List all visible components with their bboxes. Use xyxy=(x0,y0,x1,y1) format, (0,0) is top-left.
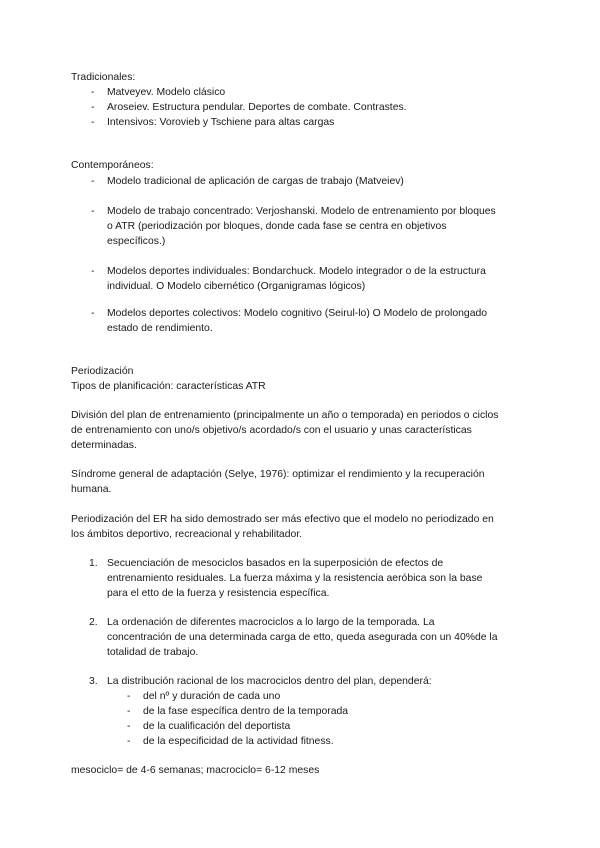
bullet: - xyxy=(127,721,131,732)
numbered-item-line: concentración de una determinada carga de etto, queda asegurada con un 40%de la xyxy=(107,632,498,643)
er-line: los ámbitos deportivo, recreacional y rehabilitador. xyxy=(71,529,303,540)
traditional-item: Matveyev. Modelo clásico xyxy=(107,87,226,98)
contemporary-item-line: Modelo de trabajo concentrado: Verjoshanski. Modelo de entrenamiento por bloques xyxy=(107,206,496,217)
bullet: - xyxy=(91,176,95,187)
list-number: 2. xyxy=(89,617,98,628)
numbered-item-line: entrenamiento residuales. La fuerza máxima y la resistencia aeróbica son la base xyxy=(107,573,483,584)
division-line: de entrenamiento con uno/s objetivo/s acordado/s con el usuario y unas características xyxy=(71,425,472,436)
list-number: 3. xyxy=(89,676,98,687)
contemporary-item-line: o ATR (periodización por bloques, donde cada fase se centra en objetivos xyxy=(107,221,447,232)
bullet: - xyxy=(127,736,131,747)
sub-item: de la cualificación del deportista xyxy=(143,721,291,732)
numbered-item-line: La distribución racional de los macrociclos dentro del plan, dependerá: xyxy=(107,676,432,687)
traditional-item: Aroseiev. Estructura pendular. Deportes de combate. Contrastes. xyxy=(107,102,407,113)
division-line: determinadas. xyxy=(71,440,137,451)
contemporary-item-line: específicos.) xyxy=(107,236,166,247)
contemporary-heading: Contemporáneos: xyxy=(71,160,154,171)
numbered-item-line: Secuenciación de mesociclos basados en la superposición de efectos de xyxy=(107,558,444,569)
bullet: - xyxy=(127,691,131,702)
periodization-subtitle: Tipos de planificación: características ATR xyxy=(71,381,266,392)
contemporary-item-line: estado de rendimiento. xyxy=(107,323,213,334)
traditional-item: Intensivos: Vorovieb y Tschiene para altas cargas xyxy=(107,117,335,128)
numbered-item-line: La ordenación de diferentes macrociclos a lo largo de la temporada. La xyxy=(107,617,435,628)
bullet: - xyxy=(127,706,131,717)
contemporary-item-line: Modelo tradicional de aplicación de cargas de trabajo (Matveiev) xyxy=(107,176,404,187)
bullet: - xyxy=(91,117,95,128)
bullet: - xyxy=(91,102,95,113)
bullet: - xyxy=(91,308,95,319)
periodization-title: Periodización xyxy=(71,366,134,377)
bullet: - xyxy=(91,206,95,217)
list-number: 1. xyxy=(89,558,98,569)
contemporary-item-line: individual. O Modelo cibernético (Organigramas lógicos) xyxy=(107,281,366,292)
syndrome-line: Síndrome general de adaptación (Selye, 1976): optimizar el rendimiento y la recuperación xyxy=(71,469,485,480)
numbered-item-line: totalidad de trabajo. xyxy=(107,647,199,658)
er-line: Periodización del ER ha sido demostrado ser más efectivo que el modelo no periodizado en xyxy=(71,514,494,525)
traditional-heading: Tradicionales: xyxy=(71,72,136,83)
sub-item: de la especificidad de la actividad fitness. xyxy=(143,736,334,747)
sub-item: de la fase específica dentro de la temporada xyxy=(143,706,349,717)
sub-item: del nº y duración de cada uno xyxy=(143,691,281,702)
contemporary-item-line: Modelos deportes colectivos: Modelo cognitivo (Seirul-lo) O Modelo de prolongado xyxy=(107,308,488,319)
footer-note: mesociclo= de 4-6 semanas; macrociclo= 6-12 meses xyxy=(71,765,320,776)
bullet: - xyxy=(91,266,95,277)
contemporary-item-line: Modelos deportes individuales: Bondarchuck. Modelo integrador o de la estructura xyxy=(107,266,486,277)
bullet: - xyxy=(91,87,95,98)
division-line: División del plan de entrenamiento (principalmente un año o temporada) en periodos o ciclos xyxy=(71,410,499,421)
numbered-item-line: para el etto de la fuerza y resistencia específica. xyxy=(107,588,330,599)
syndrome-line: humana. xyxy=(71,484,112,495)
